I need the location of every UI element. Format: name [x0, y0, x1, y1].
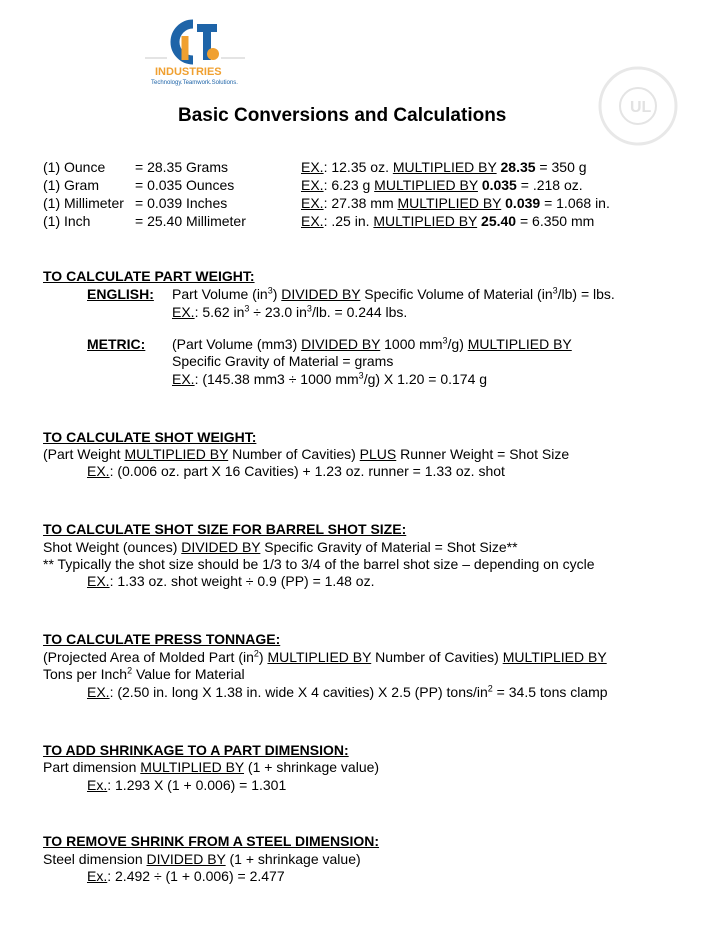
- press-tonnage-example: EX.: (2.50 in. long X 1.38 in. wide X 4 cavities) X 2.5 (PP) tons/$in^2 = 34.5$ tons clamp: [87, 683, 608, 700]
- press-tonnage-formula-line2: Tons per Inch$^2$ Value for Material: [43, 665, 245, 682]
- conversion-value: = 25.40 Millimeter: [135, 213, 246, 229]
- remove-shrink-formula: Steel dimension DIVIDED BY (1 + shrinkage value): [43, 851, 361, 867]
- shot-weight-formula: (Part Weight MULTIPLIED BY Number of Cavities) PLUS Runner Weight = Shot Size: [43, 446, 570, 462]
- page-title: Basic Conversions and Calculations: [178, 105, 507, 126]
- conversion-unit: (1) Gram: [43, 177, 99, 193]
- english-label: ENGLISH:: [87, 286, 154, 302]
- shot-size-example: EX.: 1.33 oz. shot weight ÷ 0.9 (PP) = 1.48 oz.: [87, 573, 375, 589]
- logo-tagline: Technology.Teamwork.Solutions.: [151, 80, 238, 86]
- conversion-unit: (1) Ounce: [43, 159, 106, 175]
- shot-weight-heading: TO CALCULATE SHOT WEIGHT:: [43, 429, 257, 445]
- shot-size-heading: TO CALCULATE SHOT SIZE FOR BARREL SHOT SIZE:: [43, 521, 407, 537]
- svg-text:UL: UL: [630, 99, 652, 116]
- shot-weight-example: EX.: (0.006 oz. part X 16 Cavities) + 1.23 oz. runner = 1.33 oz. shot: [87, 463, 505, 479]
- logo-wordmark: INDUSTRIES: [155, 66, 222, 78]
- metric-example: EX.: (145.38 mm3 ÷ 1000 $mm^3/g$) X 1.20 = 0.174 g: [172, 370, 488, 387]
- press-tonnage-formula: (Projected Area of Molded Part $(in^2)$ MULTIPLIED BY Number of Cavities) MULTIPLIED BY: [43, 648, 607, 665]
- remove-shrink-example: Ex.: 2.492 ÷ (1 + 0.006) = 2.477: [87, 868, 285, 884]
- conversion-example: EX.: .25 in. MULTIPLIED BY 25.40 = 6.350 mm: [301, 213, 595, 229]
- shot-size-note: ** Typically the shot size should be 1/3 to 3/4 of the barrel shot size – depending on cycle: [43, 556, 595, 572]
- english-formula: Part Volume $(in^3)$ DIVIDED BY Specific Volume of Material $(in^3/lb)$ = lbs.: [172, 285, 615, 302]
- conversion-example: EX.: 27.38 mm MULTIPLIED BY 0.039 = 1.068 in.: [301, 195, 610, 211]
- ul-seal-icon: [596, 64, 680, 148]
- add-shrinkage-example: Ex.: 1.293 X (1 + 0.006) = 1.301: [87, 777, 287, 793]
- ul-certification-watermark: [596, 64, 680, 148]
- conversion-unit: (1) Millimeter: [43, 195, 124, 211]
- metric-formula: (Part Volume (mm3) DIVIDED BY 1000 $mm^3/g$) MULTIPLIED BY: [172, 335, 572, 352]
- part-weight-heading: TO CALCULATE PART WEIGHT:: [43, 268, 255, 284]
- conversion-value: = 28.35 Grams: [135, 159, 228, 175]
- company-logo: [145, 14, 245, 94]
- metric-formula-line2: Specific Gravity of Material = grams: [172, 353, 394, 369]
- conversion-value: = 0.035 Ounces: [135, 177, 235, 193]
- add-shrinkage-formula: Part dimension MULTIPLIED BY (1 + shrinkage value): [43, 759, 380, 775]
- metric-label: METRIC:: [87, 336, 146, 352]
- conversion-value: = 0.039 Inches: [135, 195, 228, 211]
- english-example: EX.: 5.62 $in^3 \div 23.0$ $in^3/lb$. = 0.244 lbs.: [172, 303, 408, 320]
- conversion-example: EX.: 12.35 oz. MULTIPLIED BY 28.35 = 350 g: [301, 159, 587, 175]
- press-tonnage-heading: TO CALCULATE PRESS TONNAGE:: [43, 631, 281, 647]
- add-shrinkage-heading: TO ADD SHRINKAGE TO A PART DIMENSION:: [43, 742, 349, 758]
- conversion-example: EX.: 6.23 g MULTIPLIED BY 0.035 = .218 oz.: [301, 177, 583, 193]
- conversion-unit: (1) Inch: [43, 213, 91, 229]
- remove-shrink-heading: TO REMOVE SHRINK FROM A STEEL DIMENSION:: [43, 833, 380, 849]
- shot-size-formula: Shot Weight (ounces) DIVIDED BY Specific Gravity of Material = Shot Size**: [43, 539, 518, 555]
